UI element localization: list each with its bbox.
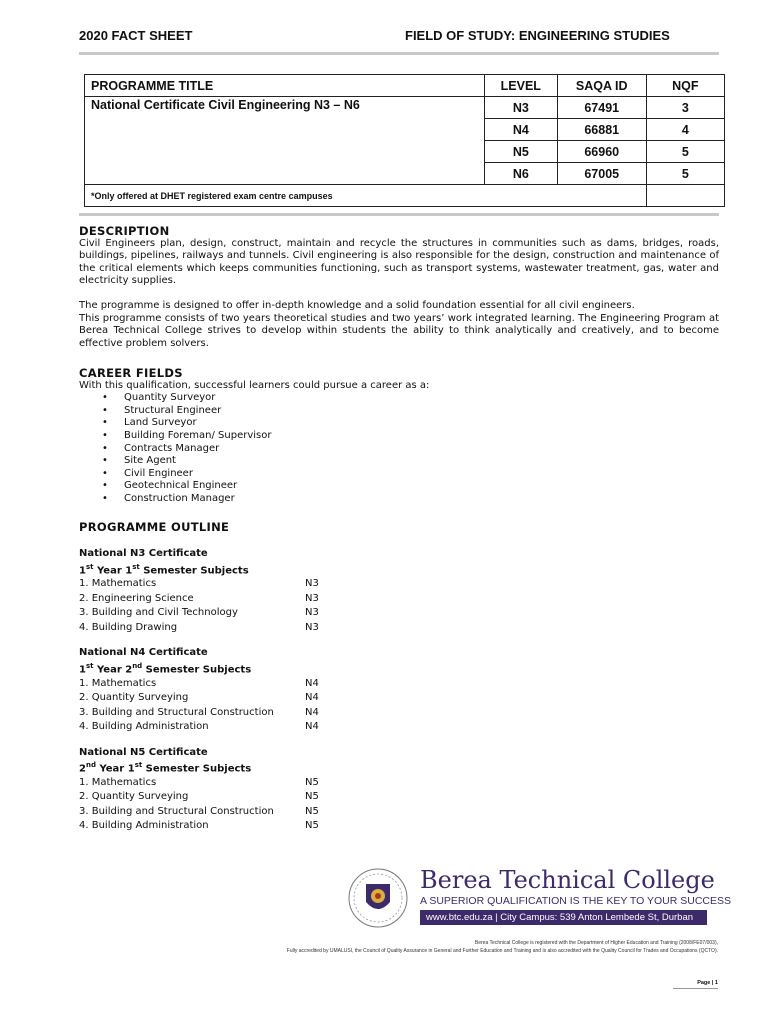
header-divider — [79, 52, 719, 55]
subject-name: 2. Engineering Science — [79, 592, 194, 604]
subject-row — [79, 819, 379, 834]
subject-level: N3 — [305, 592, 319, 604]
list-item: • Land Surveyor — [124, 417, 719, 430]
list-item: • Construction Manager — [124, 493, 719, 506]
list-item: • Civil Engineer — [124, 468, 719, 481]
field-of-study-label: FIELD OF STUDY: ENGINEERING STUDIES — [405, 28, 670, 43]
saqa-cell: 67005 — [557, 163, 646, 185]
career-fields-heading: CAREER FIELDS — [79, 366, 183, 380]
nqf-cell: 5 — [646, 163, 724, 185]
semester-text: Year 1 — [95, 763, 135, 775]
subject-row — [79, 606, 379, 621]
registration-footer — [158, 939, 718, 955]
programme-outline — [79, 548, 379, 846]
description-section — [79, 225, 719, 350]
career-list — [79, 392, 719, 505]
semester-text: 2 — [79, 763, 86, 775]
outline-heading-wrap — [79, 521, 719, 534]
logo-emblem-center — [375, 893, 381, 899]
level-cell: N5 — [484, 141, 557, 163]
description-paragraph: This programme consists of two years theoretical studies and two years’ work integrated learning. The Engineering Program at Berea Technical College strives to develop within students the ability to think analytically and creatively, and to become effective problem solvers. — [79, 312, 719, 349]
subject-level: N5 — [305, 776, 319, 788]
subject-name: 2. Quantity Surveying — [79, 791, 189, 803]
ordinal-suffix: nd — [85, 761, 96, 770]
description-heading: DESCRIPTION — [79, 224, 170, 238]
subject-level: N5 — [305, 805, 319, 817]
col-header-title: PROGRAMME TITLE — [85, 75, 485, 97]
certificate-title: National N4 Certificate — [79, 647, 208, 659]
saqa-cell: 66960 — [557, 141, 646, 163]
ordinal-suffix: st — [134, 761, 143, 770]
subject-name: 4. Building Drawing — [79, 621, 178, 633]
saqa-cell: 66881 — [557, 119, 646, 141]
subject-level: N3 — [305, 607, 319, 619]
brand-block — [420, 866, 731, 925]
description-paragraph: Civil Engineers plan, design, construct, maintain and recycle the structures in communities such as dams, bridges, roads, buildings, pipelines, railways and tunnels. Civil engineering is also responsible for the design, construction and maintenance of the critical elements which keeps communities functioning, such as transport systems, wastewater treatment, gas, water and electricity supplies. — [79, 237, 719, 287]
list-item: • Structural Engineer — [124, 405, 719, 418]
subject-row — [79, 592, 379, 607]
outline-group — [79, 548, 379, 635]
footer-line: Fully accredited by UMALUSI, the Council of Quality Assurance in General and Further Education and Training and is also accredited with the Quality Council for Trades and Occupations (QCTO). — [286, 948, 718, 954]
subject-row — [79, 805, 379, 820]
saqa-cell: 67491 — [557, 97, 646, 119]
fact-sheet-label: 2020 FACT SHEET — [79, 28, 193, 43]
subject-level: N5 — [305, 820, 319, 832]
nqf-cell: 3 — [646, 97, 724, 119]
semester-title — [79, 561, 379, 578]
semester-text: 1 — [79, 664, 86, 676]
outline-group — [79, 747, 379, 834]
certificate-title: National N3 Certificate — [79, 548, 208, 559]
col-header-level: LEVEL — [484, 75, 557, 97]
college-contact[interactable]: www.btc.edu.za | City Campus: 539 Anton Lembede St, Durban — [420, 910, 707, 925]
semester-text: Semester Subjects — [142, 763, 252, 775]
subject-row — [79, 577, 379, 592]
subject-level: N3 — [305, 578, 319, 590]
subject-level: N4 — [305, 692, 319, 704]
semester-text: Year 1 — [93, 564, 133, 576]
outline-group — [79, 647, 379, 734]
subject-name: 1. Mathematics — [79, 776, 157, 788]
subject-row — [79, 677, 379, 692]
semester-text: Year 2 — [93, 664, 133, 676]
subject-row — [79, 706, 379, 721]
level-cell: N4 — [484, 119, 557, 141]
semester-text: 1 — [79, 564, 86, 576]
table-note: *Only offered at DHET registered exam centre campuses — [85, 185, 647, 207]
career-fields-section — [79, 367, 719, 506]
list-item: • Site Agent — [124, 455, 719, 468]
footer-line: Berea Technical College is registered with the Department of Higher Education and Training (2008/FE07/003), — [474, 940, 718, 946]
subject-name: 4. Building Administration — [79, 721, 209, 733]
subject-row — [79, 720, 379, 735]
subject-level: N4 — [305, 721, 319, 733]
subject-row — [79, 621, 379, 636]
empty-cell — [646, 185, 724, 207]
semester-title — [79, 759, 379, 776]
col-header-nqf: NQF — [646, 75, 724, 97]
page-header — [79, 28, 689, 43]
college-tagline: A SUPERIOR QUALIFICATION IS THE KEY TO YOUR SUCCESS — [420, 895, 731, 907]
subject-name: 3. Building and Structural Construction — [79, 706, 274, 718]
col-header-saqa: SAQA ID — [557, 75, 646, 97]
subject-level: N4 — [305, 706, 319, 718]
list-item: • Quantity Surveyor — [124, 392, 719, 405]
semester-text: Semester Subjects — [142, 664, 252, 676]
subject-name: 3. Building and Civil Technology — [79, 607, 238, 619]
subject-row — [79, 691, 379, 706]
list-item: • Building Foreman/ Supervisor — [124, 430, 719, 443]
subject-row — [79, 776, 379, 791]
certificate-title: National N5 Certificate — [79, 746, 208, 758]
programme-table — [84, 74, 725, 207]
subject-name: 2. Quantity Surveying — [79, 692, 189, 704]
subject-row — [79, 790, 379, 805]
college-name: Berea Technical College — [420, 866, 715, 894]
page-number: Page | 1 — [697, 980, 718, 986]
subject-level: N3 — [305, 621, 319, 633]
subject-name: 1. Mathematics — [79, 677, 157, 689]
list-item: • Contracts Manager — [124, 443, 719, 456]
ordinal-suffix: st — [85, 562, 94, 571]
semester-title — [79, 660, 379, 677]
subject-level: N5 — [305, 791, 319, 803]
semester-text: Semester Subjects — [139, 564, 249, 576]
description-paragraph: The programme is designed to offer in-depth knowledge and a solid foundation essential for all civil engineers. — [79, 299, 635, 311]
table-divider — [79, 213, 719, 216]
programme-title: National Certificate Civil Engineering N3 – N6 — [85, 97, 485, 185]
ordinal-suffix: st — [85, 661, 94, 670]
programme-outline-heading: PROGRAMME OUTLINE — [79, 520, 230, 534]
subject-level: N4 — [305, 677, 319, 689]
ordinal-suffix: st — [132, 562, 140, 571]
ordinal-suffix: nd — [132, 661, 143, 670]
nqf-cell: 4 — [646, 119, 724, 141]
subject-name: 1. Mathematics — [79, 578, 157, 590]
subject-name: 3. Building and Structural Construction — [79, 805, 274, 817]
nqf-cell: 5 — [646, 141, 724, 163]
level-cell: N6 — [484, 163, 557, 185]
career-intro: With this qualification, successful learners could pursue a career as a: — [79, 379, 430, 391]
subject-name: 4. Building Administration — [79, 820, 209, 832]
level-cell: N3 — [484, 97, 557, 119]
list-item: • Geotechnical Engineer — [124, 480, 719, 493]
